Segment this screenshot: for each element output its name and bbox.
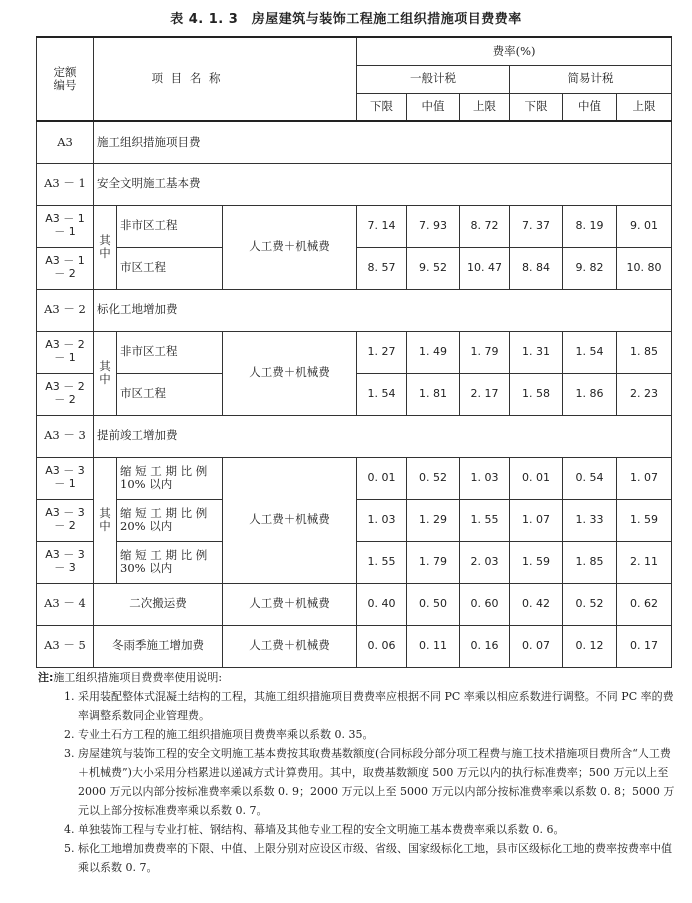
rate-cell: 10. 47 xyxy=(460,247,510,289)
note-item: 3. 房屋建筑与装饰工程的安全文明施工基本费按其取费基数额度(合同标段分部分项工程费与施工技术措施项目费所含“人工费＋机械费”)大小采用分档累进以递减方式计算费用。其中，取费基数额度 500 万元以内的执行标准费率；500 万元以上至 2000 万元以内部分按标准费率乘以系数 0. 9；2000 万元以上至 5000 万元以内部分按标准费率乘以系数 0. 8；5000 万元以上部分按标准费率乘以系数 0. 7。 xyxy=(64,747,675,817)
table-row xyxy=(37,205,672,247)
rate-cell: 9. 52 xyxy=(407,247,460,289)
rate-cell: 7. 37 xyxy=(510,205,563,247)
row-name: 市区工程 xyxy=(117,373,223,415)
qizhong-label: 其中 xyxy=(94,457,117,583)
row-code: A3 － 2 － 1 xyxy=(37,331,94,373)
row-name: 缩 短 工 期 比 例 30% 以内 xyxy=(117,541,223,583)
row-basis: 人工费＋机械费 xyxy=(223,625,357,667)
rate-cell: 0. 16 xyxy=(460,625,510,667)
qizhong-label: 其中 xyxy=(94,331,117,415)
header-name: 项 目 名 称 xyxy=(151,71,223,86)
rate-cell: 1. 07 xyxy=(510,499,563,541)
rate-cell: 0. 17 xyxy=(617,625,672,667)
row-code: A3 － 3 xyxy=(37,415,94,457)
rate-cell: 1. 03 xyxy=(460,457,510,499)
table-row xyxy=(37,625,672,667)
row-name: 非市区工程 xyxy=(117,331,223,373)
header-mid: 中值 xyxy=(407,93,460,121)
row-basis: 人工费＋机械费 xyxy=(223,205,357,289)
rate-cell: 1. 79 xyxy=(460,331,510,373)
row-code: A3 － 4 xyxy=(37,583,94,625)
row-basis: 人工费＋机械费 xyxy=(223,331,357,415)
rate-cell: 2. 23 xyxy=(617,373,672,415)
header-general: 一般计税 xyxy=(357,65,510,93)
row-name: 二次搬运费 xyxy=(94,583,223,625)
rate-cell: 1. 81 xyxy=(407,373,460,415)
fee-rate-table xyxy=(36,36,672,668)
rate-cell: 0. 50 xyxy=(407,583,460,625)
header-mid: 中值 xyxy=(563,93,617,121)
row-code: A3 － 1 xyxy=(37,163,94,205)
qizhong-label: 其中 xyxy=(94,205,117,289)
rate-cell: 0. 06 xyxy=(357,625,407,667)
header-lower: 下限 xyxy=(510,93,563,121)
rate-cell: 7. 14 xyxy=(357,205,407,247)
header-code: 定额编号 xyxy=(37,37,94,121)
row-code: A3 － 5 xyxy=(37,625,94,667)
row-name: 非市区工程 xyxy=(117,205,223,247)
rate-cell: 0. 52 xyxy=(407,457,460,499)
rate-cell: 1. 58 xyxy=(510,373,563,415)
notes-head: 注: xyxy=(38,671,54,684)
row-name: 缩 短 工 期 比 例 10% 以内 xyxy=(117,457,223,499)
row-code: A3 xyxy=(37,121,94,163)
rate-cell: 0. 54 xyxy=(563,457,617,499)
row-code: A3 － 3 － 2 xyxy=(37,499,94,541)
rate-cell: 0. 60 xyxy=(460,583,510,625)
rate-cell: 1. 31 xyxy=(510,331,563,373)
rate-cell: 2. 11 xyxy=(617,541,672,583)
note-item: 1. 采用装配整体式混凝土结构的工程，其施工组织措施项目费费率应根据不同 PC 率乘以相应系数进行调整。不同 PC 率的费率调整系数同企业管理费。 xyxy=(64,690,674,722)
table-row xyxy=(37,331,672,373)
rate-cell: 0. 07 xyxy=(510,625,563,667)
row-name: 提前竣工增加费 xyxy=(94,415,672,457)
table-title: 表 4. 1. 3 房屋建筑与装饰工程施工组织措施项目费费率 xyxy=(170,12,522,27)
rate-cell: 8. 57 xyxy=(357,247,407,289)
table-row xyxy=(37,121,672,163)
rate-cell: 1. 27 xyxy=(357,331,407,373)
rate-cell: 1. 54 xyxy=(563,331,617,373)
row-name: 施工组织措施项目费 xyxy=(94,121,672,163)
row-code: A3 － 1 － 2 xyxy=(37,247,94,289)
note-item: 4. 单独装饰工程与专业打桩、钢结构、幕墙及其他专业工程的安全文明施工基本费费率乘以系数 0. 6。 xyxy=(64,823,565,836)
rate-cell: 1. 85 xyxy=(563,541,617,583)
rate-cell: 8. 19 xyxy=(563,205,617,247)
rate-cell: 0. 52 xyxy=(563,583,617,625)
rate-cell: 9. 82 xyxy=(563,247,617,289)
row-code: A3 － 2 xyxy=(37,289,94,331)
row-code: A3 － 1 － 1 xyxy=(37,205,94,247)
rate-cell: 1. 03 xyxy=(357,499,407,541)
table-row xyxy=(37,415,672,457)
notes-intro-text: 施工组织措施项目费费率使用说明: xyxy=(53,671,223,684)
row-name: 市区工程 xyxy=(117,247,223,289)
header-upper: 上限 xyxy=(617,93,672,121)
note-item: 2. 专业土石方工程的施工组织措施项目费费率乘以系数 0. 35。 xyxy=(64,728,374,741)
rate-cell: 0. 01 xyxy=(357,457,407,499)
rate-cell: 1. 07 xyxy=(617,457,672,499)
rate-cell: 8. 84 xyxy=(510,247,563,289)
rate-cell: 1. 59 xyxy=(510,541,563,583)
rate-cell: 1. 54 xyxy=(357,373,407,415)
row-code: A3 － 3 － 1 xyxy=(37,457,94,499)
rate-cell: 0. 42 xyxy=(510,583,563,625)
header-upper: 上限 xyxy=(460,93,510,121)
notes-section xyxy=(38,668,678,877)
header-simple: 简易计税 xyxy=(510,65,672,93)
rate-cell: 0. 62 xyxy=(617,583,672,625)
table-row xyxy=(37,289,672,331)
row-name: 标化工地增加费 xyxy=(94,289,672,331)
header-lower: 下限 xyxy=(357,93,407,121)
row-basis: 人工费＋机械费 xyxy=(223,457,357,583)
table-row xyxy=(37,583,672,625)
row-name: 冬雨季施工增加费 xyxy=(94,625,223,667)
row-code: A3 － 2 － 2 xyxy=(37,373,94,415)
rate-cell: 1. 33 xyxy=(563,499,617,541)
rate-cell: 0. 12 xyxy=(563,625,617,667)
rate-cell: 7. 93 xyxy=(407,205,460,247)
rate-cell: 1. 29 xyxy=(407,499,460,541)
rate-cell: 1. 49 xyxy=(407,331,460,373)
table-row xyxy=(37,457,672,499)
rate-cell: 1. 55 xyxy=(460,499,510,541)
header-rate: 费率(%) xyxy=(357,37,672,65)
rate-cell: 2. 03 xyxy=(460,541,510,583)
rate-cell: 0. 40 xyxy=(357,583,407,625)
rate-cell: 8. 72 xyxy=(460,205,510,247)
rate-cell: 1. 85 xyxy=(617,331,672,373)
rate-cell: 2. 17 xyxy=(460,373,510,415)
rate-cell: 9. 01 xyxy=(617,205,672,247)
rate-cell: 1. 59 xyxy=(617,499,672,541)
rate-cell: 10. 80 xyxy=(617,247,672,289)
row-code: A3 － 3 － 3 xyxy=(37,541,94,583)
row-name: 缩 短 工 期 比 例 20% 以内 xyxy=(117,499,223,541)
rate-cell: 0. 01 xyxy=(510,457,563,499)
note-item: 5. 标化工地增加费费率的下限、中值、上限分别对应设区市级、省级、国家级标化工地，县市区级标化工地的费率按费率中值乘以系数 0. 7。 xyxy=(64,842,672,874)
row-name: 安全文明施工基本费 xyxy=(94,163,672,205)
row-basis: 人工费＋机械费 xyxy=(223,583,357,625)
table-row xyxy=(37,163,672,205)
rate-cell: 1. 79 xyxy=(407,541,460,583)
rate-cell: 0. 11 xyxy=(407,625,460,667)
header-name-and-basis xyxy=(94,37,357,121)
rate-cell: 1. 55 xyxy=(357,541,407,583)
notes-intro xyxy=(38,668,678,687)
rate-cell: 1. 86 xyxy=(563,373,617,415)
